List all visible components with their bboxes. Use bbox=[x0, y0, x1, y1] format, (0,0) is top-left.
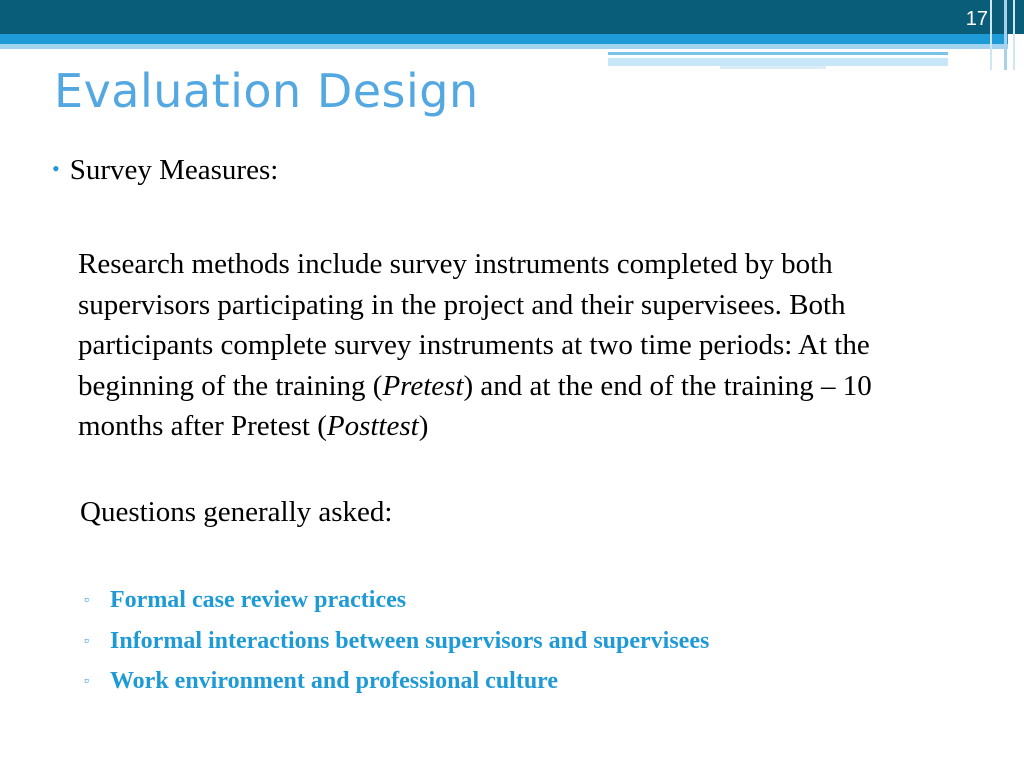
square-bullet-icon: ▫ bbox=[84, 593, 89, 608]
paragraph-text: ) bbox=[418, 410, 429, 442]
square-bullet-icon: ▫ bbox=[84, 633, 89, 649]
header-band-pale bbox=[0, 44, 1008, 49]
sub-bullet-item bbox=[84, 663, 709, 704]
sub-bullet-text: Informal interactions between supervisors and supervisees bbox=[110, 627, 710, 654]
sub-bullet-text: Formal case review practices bbox=[110, 587, 407, 613]
header-decor-line bbox=[608, 58, 948, 66]
slide-number: 17 bbox=[965, 8, 988, 30]
sub-bullet-item bbox=[84, 623, 709, 664]
header-band-accent bbox=[0, 34, 1008, 44]
paragraph-text: ) and at the end of the training – 10 months after Pretest ( bbox=[78, 369, 872, 442]
sub-bullet-list bbox=[84, 582, 709, 704]
header-band-dark bbox=[0, 0, 1024, 34]
posttest-term: Posttest bbox=[326, 410, 419, 442]
sub-bullet-text: Work environment and professional culture bbox=[110, 668, 559, 694]
questions-label: Questions generally asked: bbox=[80, 496, 393, 528]
paragraph-text: Research methods include survey instruments completed by both supervisors participating in the project and their supervisees. Both participants complete survey instruments at two time periods: At the beginning of the training ( bbox=[78, 248, 870, 402]
pretest-term: Pretest bbox=[382, 369, 464, 402]
bullet-dot-icon: • bbox=[52, 156, 60, 181]
header-decor-line bbox=[608, 52, 948, 55]
header-decor-vline bbox=[1013, 0, 1015, 70]
bullet-text: Survey Measures: bbox=[69, 154, 279, 186]
header-decor-vline bbox=[990, 0, 992, 70]
sub-bullet-item bbox=[84, 582, 709, 623]
slide-title: Evaluation Design bbox=[54, 64, 479, 118]
header-decor-line bbox=[720, 66, 826, 69]
bullet-item bbox=[52, 154, 278, 187]
square-bullet-icon: ▫ bbox=[84, 674, 89, 689]
header-decor-vline bbox=[1004, 0, 1007, 70]
body-paragraph bbox=[78, 244, 958, 447]
